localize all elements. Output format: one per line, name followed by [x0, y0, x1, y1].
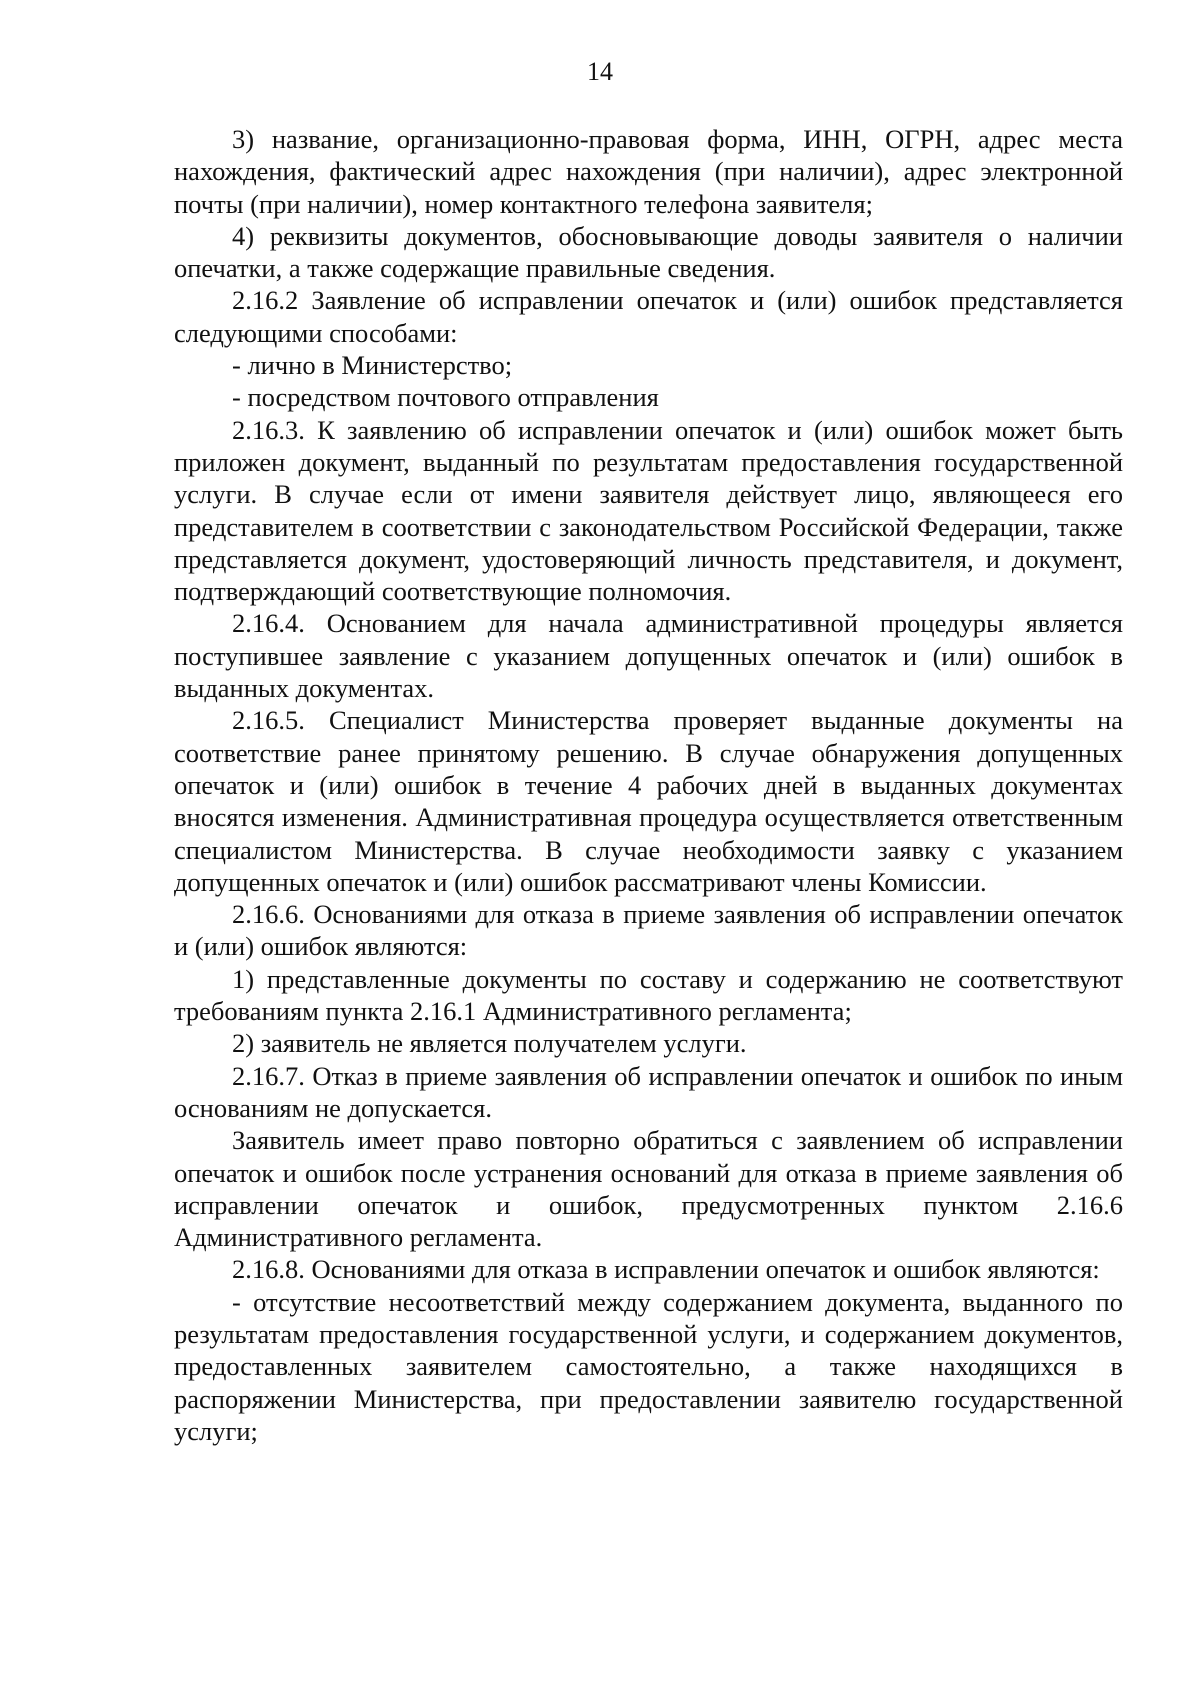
paragraph-2-16-8: 2.16.8. Основаниями для отказа в исправлении опечаток и ошибок являются: — [232, 1254, 1100, 1285]
paragraph-reapply-right: Заявитель имеет право повторно обратиться с заявлением об исправлении опечаток и ошибок после устранения оснований для отказа в приеме заявления об исправлении опечаток и ошибок, предусмотренных пунктом 2.16.6 Административного регламента. — [174, 1125, 1123, 1253]
paragraph-2-16-6: 2.16.6. Основаниями для отказа в приеме заявления об исправлении опечаток и (или) ошибок являются: — [174, 899, 1123, 962]
paragraph-3-applicant-details: 3) название, организационно-правовая форма, ИНН, ОГРН, адрес места нахождения, фактический адрес нахождения (при наличии), адрес электронной почты (при наличии), номер контактного телефона заявителя; — [174, 124, 1123, 219]
list-item-2-not-recipient: 2) заявитель не является получателем услуги. — [232, 1028, 747, 1059]
document-body — [174, 123, 1123, 1447]
paragraph-2-16-4: 2.16.4. Основанием для начала административной процедуры является поступившее заявление с указанием допущенных опечаток и (или) ошибок в выданных документах. — [174, 608, 1123, 704]
list-item-1-noncompliant-documents: 1) представленные документы по составу и содержанию не соответствуют требованиям пункта 2.16.1 Административного регламента; — [174, 963, 1123, 1027]
list-item-no-discrepancies: - отсутствие несоответствий между содержанием документа, выданного по результатам предоставления государственной услуги, и содержанием документов, предоставленных заявителем самостоятельно, а также находящихся в распоряжении Министерства, при предоставлении заявителю государственной услуги; — [174, 1286, 1123, 1446]
paragraph-2-16-5: 2.16.5. Специалист Министерства проверяет выданные документы на соответствие ранее принятому решению. В случае обнаружения допущенных опечаток и (или) ошибок в течение 4 рабочих дней в выданных документах вносятся изменения. Административная процедура осуществляется ответственным специалистом Министерства. В случае необходимости заявку с указанием допущенных опечаток и (или) ошибок рассматривают члены Комиссии. — [174, 705, 1123, 897]
paragraph-4-document-requisites: 4) реквизиты документов, обосновывающие доводы заявителя о наличии опечатки, а также содержащие правильные сведения. — [174, 220, 1123, 284]
paragraph-2-16-3: 2.16.3. К заявлению об исправлении опечаток и (или) ошибок может быть приложен документ, выданный по результатам предоставления государственной услуги. В случае если от имени заявителя действует лицо, являющееся его представителем в соответствии с законодательством Российской Федерации, также представляется документ, удостоверяющий личность представителя, и документ, подтверждающий соответствующие полномочия. — [174, 414, 1123, 607]
list-item-postal: - посредством почтового отправления — [232, 382, 659, 413]
page-number: 14 — [587, 57, 613, 86]
list-item-in-person: - лично в Министерство; — [232, 350, 513, 381]
paragraph-2-16-7: 2.16.7. Отказ в приеме заявления об исправлении опечаток и ошибок по иным основаниям не допускается. — [174, 1060, 1123, 1123]
paragraph-2-16-2: 2.16.2 Заявление об исправлении опечаток и (или) ошибок представляется следующими способами: — [174, 285, 1123, 348]
